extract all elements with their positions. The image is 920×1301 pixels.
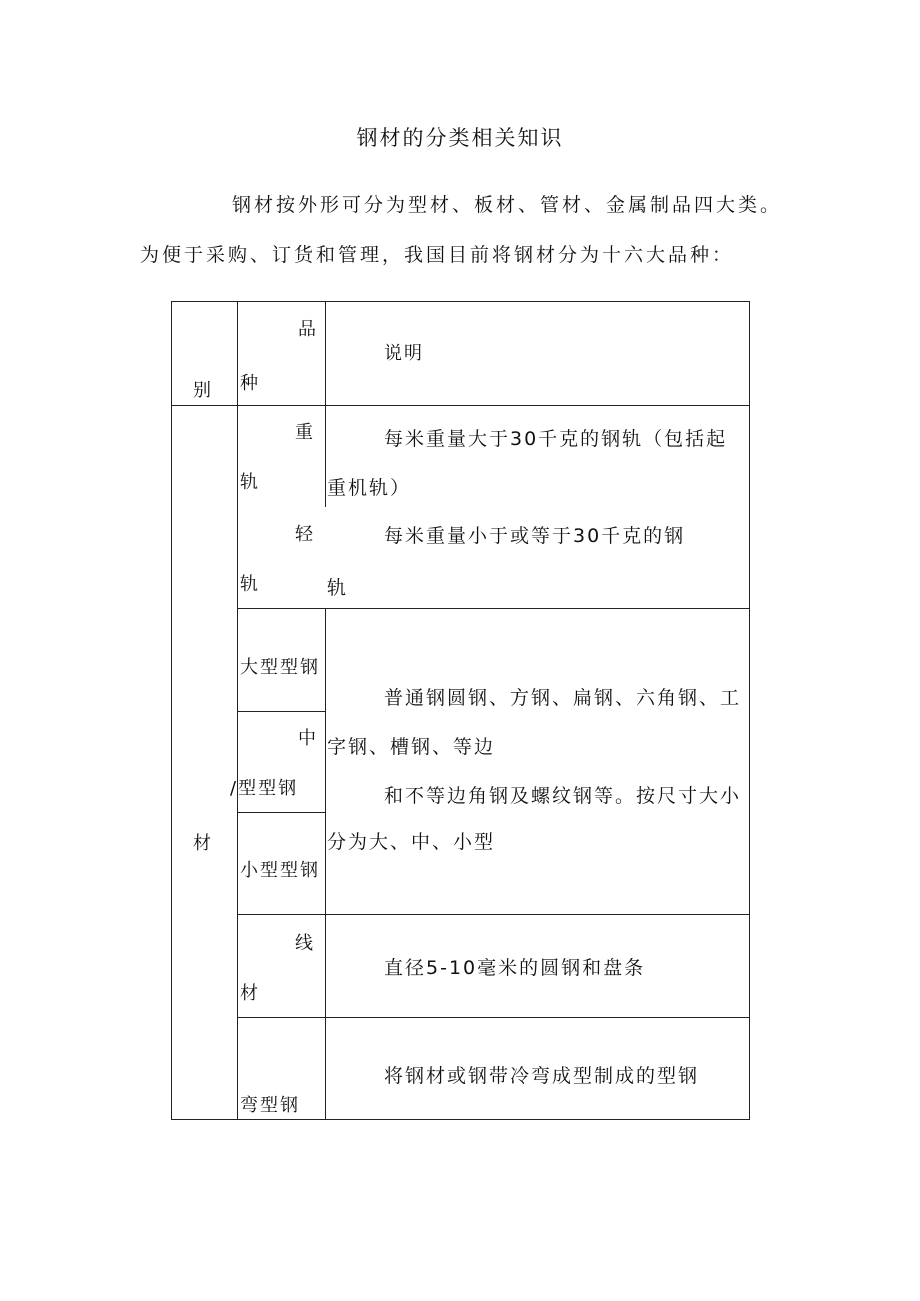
variety-description: 直径5-10毫米的圆钢和盘条 bbox=[384, 957, 646, 979]
variety-name: 轨 bbox=[240, 574, 260, 595]
variety-name: /型型钢 bbox=[230, 778, 299, 799]
intro-paragraph-2: 为便于采购、订货和管理，我国目前将钢材分为十六大品种： bbox=[140, 244, 735, 266]
variety-name: 线 bbox=[295, 933, 315, 954]
variety-description: 字钢、槽钢、等边 bbox=[327, 736, 496, 758]
variety-description: 每米重量大于30千克的钢轨（包括起 bbox=[384, 428, 728, 450]
header-variety: 品 bbox=[298, 319, 318, 340]
variety-name: 轨 bbox=[240, 472, 260, 493]
variety-name: 大型型钢 bbox=[240, 657, 320, 678]
variety-name: 弯型钢 bbox=[240, 1095, 300, 1116]
table-border-left bbox=[171, 301, 172, 1120]
row-divider bbox=[237, 914, 750, 915]
column-divider bbox=[325, 301, 326, 507]
row-divider bbox=[237, 812, 325, 813]
variety-name: 轻 bbox=[295, 524, 315, 545]
header-category: 别 bbox=[193, 380, 213, 401]
intro-paragraph: 钢材按外形可分为型材、板材、管材、金属制品四大类。 bbox=[232, 194, 783, 216]
row-divider bbox=[237, 608, 750, 609]
table-border-right bbox=[749, 301, 750, 1120]
variety-name: 重 bbox=[295, 422, 315, 443]
header-divider bbox=[171, 405, 750, 406]
column-divider bbox=[237, 301, 238, 1120]
header-description: 说明 bbox=[384, 343, 424, 364]
variety-name: 中 bbox=[298, 728, 318, 749]
variety-description: 和不等边角钢及螺纹钢等。按尺寸大小 bbox=[384, 785, 742, 807]
page-title: 钢材的分类相关知识 bbox=[356, 126, 564, 150]
category-label: 材 bbox=[193, 833, 213, 854]
variety-description: 轨 bbox=[327, 577, 349, 599]
variety-description: 普通钢圆钢、方钢、扁钢、六角钢、工 bbox=[384, 687, 742, 709]
row-divider bbox=[237, 1017, 750, 1018]
variety-description: 每米重量小于或等于30千克的钢 bbox=[384, 525, 686, 547]
table-border-top bbox=[171, 301, 750, 302]
variety-description: 将钢材或钢带冷弯成型制成的型钢 bbox=[384, 1065, 700, 1087]
row-divider bbox=[237, 711, 325, 712]
variety-description: 分为大、中、小型 bbox=[327, 831, 496, 853]
variety-description: 重机轨） bbox=[327, 477, 412, 499]
table-border-bottom bbox=[171, 1119, 750, 1120]
header-variety: 种 bbox=[240, 373, 260, 394]
variety-name: 材 bbox=[240, 983, 260, 1004]
column-divider bbox=[325, 608, 326, 1120]
variety-name: 小型型钢 bbox=[240, 860, 320, 881]
